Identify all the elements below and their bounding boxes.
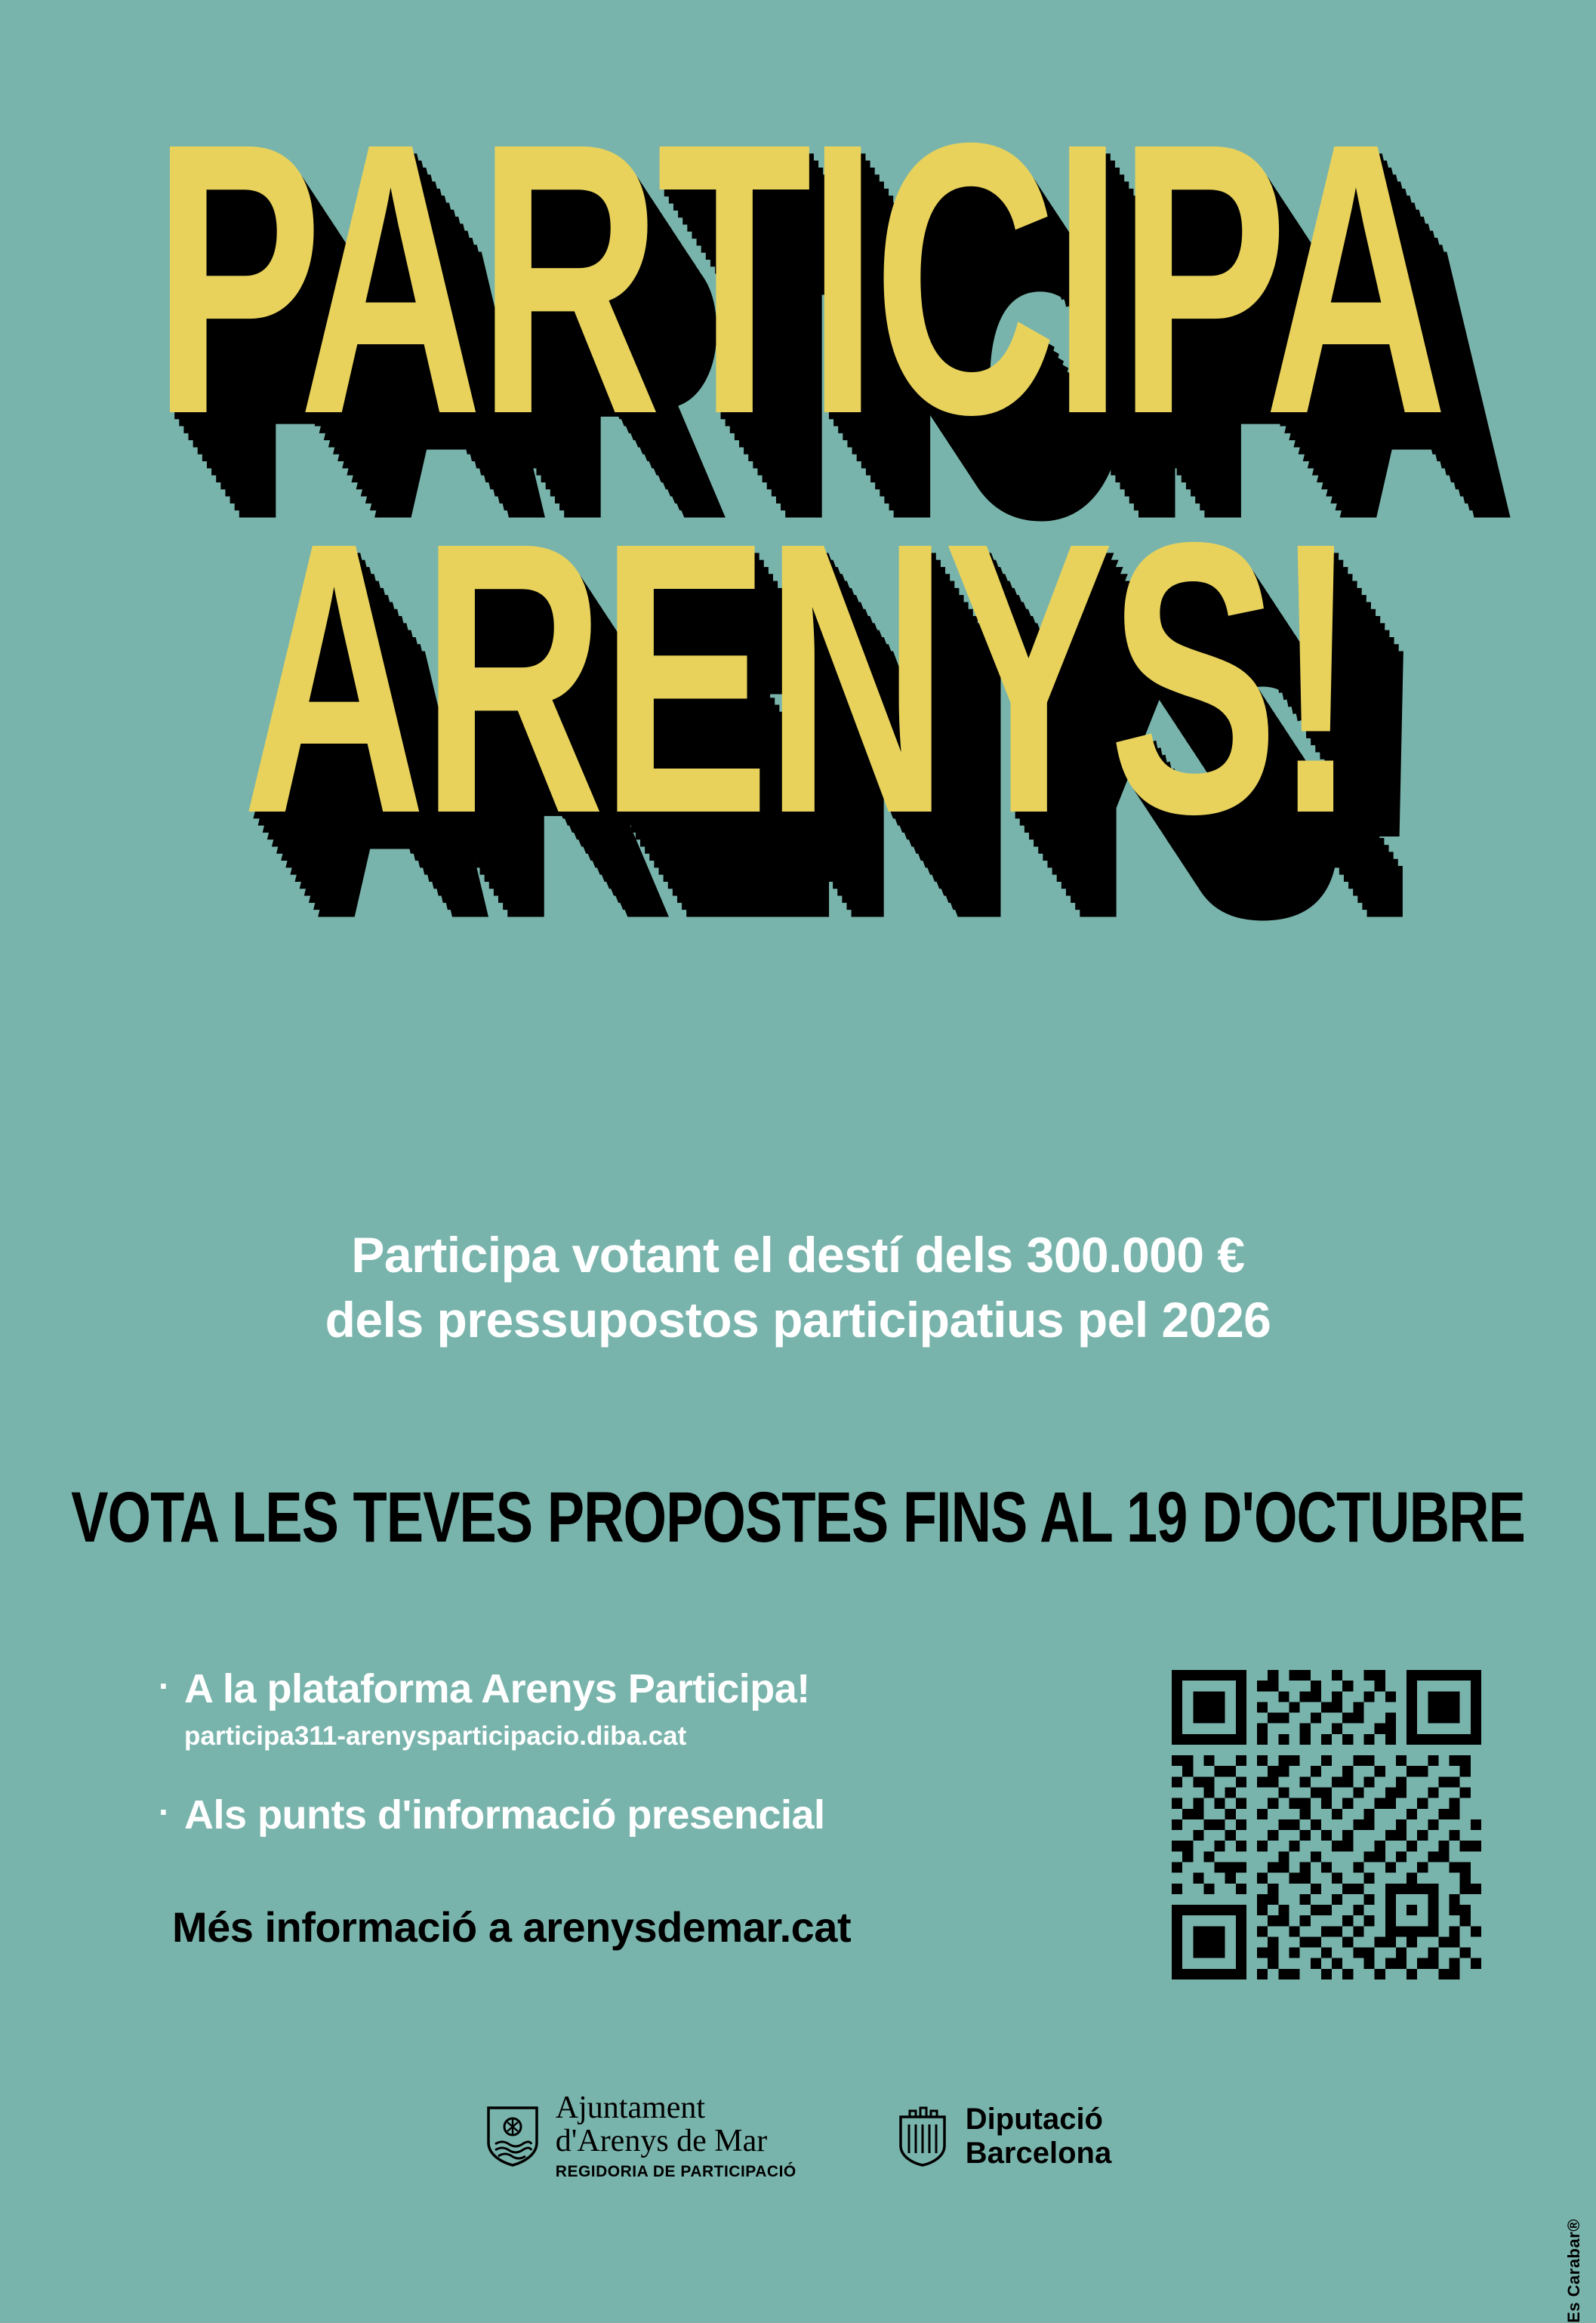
page-title: [0, 62, 1596, 894]
channels-list: [159, 1665, 1065, 1840]
channel-label-in-person: Als punts d'informació presencial: [184, 1792, 825, 1838]
diputacio-barcelona-crest-icon: [895, 2105, 951, 2168]
logo-line-2: d'Arenys de Mar: [555, 2124, 768, 2159]
logo-ajuntament-arenys-de-mar: [485, 2091, 796, 2181]
headline-line-1: PARTICIPA: [153, 62, 1443, 494]
headline-line-2: ARENYS!: [242, 461, 1354, 894]
logo-row: [0, 2091, 1596, 2181]
arenys-de-mar-crest-icon: [485, 2105, 541, 2168]
subtitle-line-1: Participa votant el destí dels 300.000 €: [351, 1227, 1245, 1283]
channel-label-platform: A la plataforma Arenys Participa!: [184, 1666, 810, 1711]
deadline-banner: VOTA LES TEVES PROPOSTES FINS AL 19 D'OCTUBRE: [71, 1477, 1525, 1557]
logo-text-ajuntament: [556, 2091, 796, 2181]
bullet-dot-icon: ·: [159, 1666, 170, 1705]
logo-text-diputacio: [966, 2103, 1111, 2170]
qr-code[interactable]: [1172, 1670, 1481, 1979]
subtitle: [0, 1223, 1596, 1353]
logo-line-2: Barcelona: [965, 2136, 1112, 2170]
logo-diputacio-barcelona: [895, 2103, 1111, 2170]
logo-line-1: Diputació: [965, 2102, 1103, 2136]
more-info-text: Més informació a arenysdemar.cat: [172, 1903, 852, 1951]
design-credit: Es Carabar®: [1564, 2219, 1583, 2323]
bullet-dot-icon: ·: [159, 1792, 170, 1832]
list-item: [159, 1791, 1065, 1840]
subtitle-line-2: dels pressupostos participatius pel 2026: [325, 1291, 1271, 1348]
logo-line-1: Ajuntament: [555, 2090, 706, 2125]
list-item: [159, 1665, 1065, 1714]
logo-line-3: REGIDORIA DE PARTICIPACIÓ: [555, 2163, 796, 2181]
platform-url-link[interactable]: participa311-arenysparticipacio.diba.cat: [184, 1721, 687, 1751]
